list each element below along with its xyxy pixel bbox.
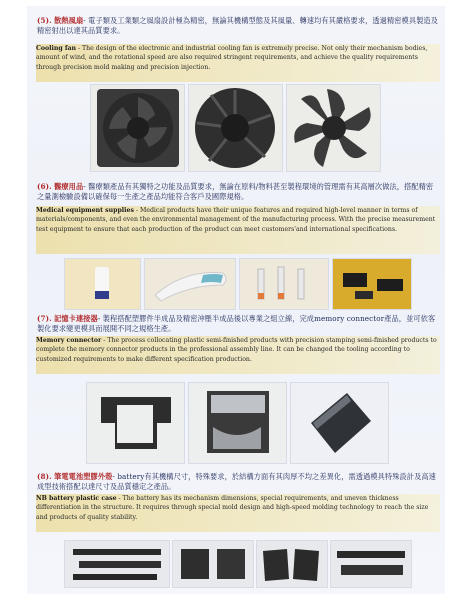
battery-long-case-image [330,540,412,588]
section-6-body-en: - Medical products have their unique features and required high-level manner in terms of materials/components, and even the environmental management of the manufacturing process. With the precise measurement test equipment to ensure that each production of the product can meet customers'and international specifications. [36,207,436,233]
medical-connector-image [332,258,412,310]
section-8-zh [37,472,439,492]
section-8-body-zh: - battery有其機構尺寸，特殊要求，於結構方面有其肉厚不均之差異化，需透過模具特殊設計及高速成型技術搭配以達尺寸及品質穩定之產品。 [37,472,436,491]
section-5-body-zh: - 電子類及工業類之風扇設計極為精密，無論其機構型態及其風量、轉速均有其嚴格要求，透過精密模具製造及精密射出以達其品質要求。 [37,16,438,35]
connector-card-image [188,382,287,464]
section-5-title-zh: 散熱風扇 [54,16,84,25]
section-7-body-en: - The process collocating plastic semi-finished products with precision stamping semi-finished products to complete the memory connector products in the professional assembly line. It can be changed the tooling according to customized requirements to make different specification production. [36,337,437,363]
section-6-title-en: Medical equipment supplies [36,207,134,214]
section-7-num: (7). [37,314,52,323]
medical-tube-image [64,258,141,310]
section-7-zh [37,314,439,334]
section-7-en [36,336,440,374]
section-8-title-zh: 筆電電池塑膠外殼 [54,472,113,481]
medical-syringe-image [239,258,329,310]
section-6-title-zh: 醫療用品 [54,182,84,191]
medical-thermometer-image [144,258,236,310]
section-7-title-en: Memory connector [36,337,102,344]
section-6-num: (6). [37,182,52,191]
section-8-title-en: NB battery plastic case [36,495,117,502]
fan-blade-image [286,84,381,172]
section-5-zh [37,16,439,36]
section-5-num: (5). [37,16,52,25]
section-5-en [36,44,440,82]
section-8-en [36,494,440,532]
battery-cases-image [172,540,254,588]
section-7-body-zh: - 製程搭配塑膠件半成品及精密沖壓半成品後以專業之組立線，完成memory connector產品，並可依客製化要求變更模具而展開不同之規格生產。 [37,314,436,333]
section-6-en [36,206,440,254]
section-6-zh [37,182,439,202]
section-5-title-en: Cooling fan [36,45,77,52]
battery-strips-image [64,540,170,588]
connector-plate-image [290,382,389,464]
fan-round-image [188,84,283,172]
fan-square-image [90,84,185,172]
section-8-body-en: - The battery has its mechanism dimensions, special requirements, and uneven thickness differentiation in the structure. It requires through special mold design and high-speed molding technology to reach the size and products of quality stability. [36,495,429,521]
section-7-title-zh: 記憶卡連接器 [54,314,98,323]
connector-frame-image [86,382,185,464]
section-8-num: (8). [37,472,52,481]
section-6-body-zh: - 醫療類產品有其獨特之功能及品質要求，無論在原料/物料甚至製程環境的管理需有其高層次做法，搭配精密之量測檢驗設備以確保每一生產之產品均能符合客戶及國際規格。 [37,182,434,201]
battery-panels-image [256,540,328,588]
section-5-body-en: - The design of the electronic and industrial cooling fan is extremely precise. Not only their mechanism bodies, amount of wind, and the rotational speed are also required stringent requirements, and achieve the quality requirements through precision mold making and precision injection. [36,45,428,71]
